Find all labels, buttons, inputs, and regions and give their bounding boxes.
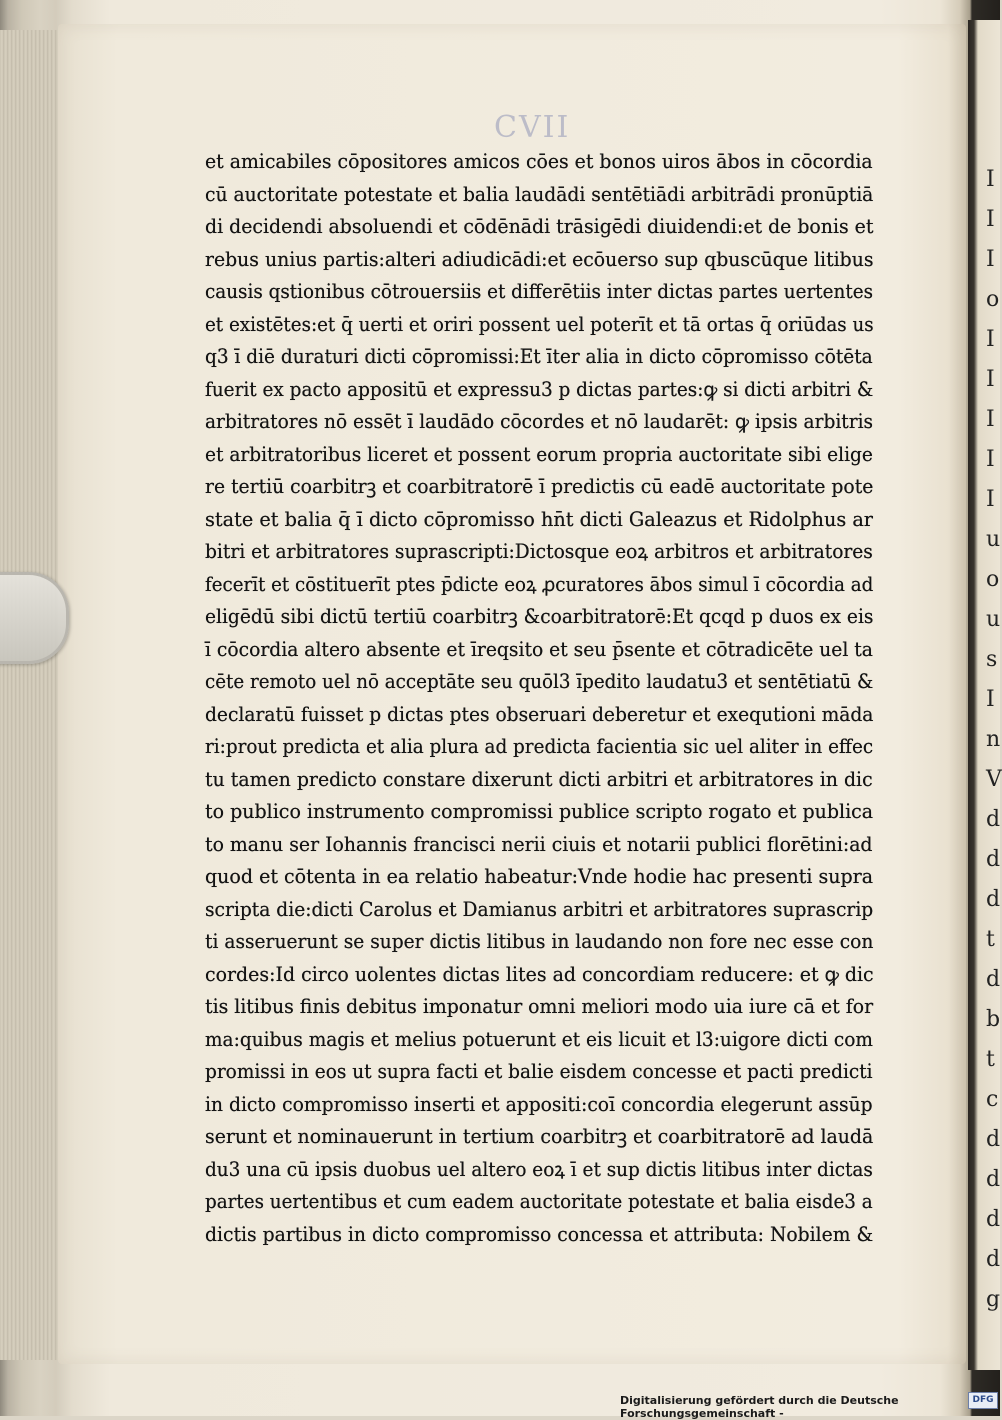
margin-letter: d — [986, 847, 1001, 872]
text-line: ī cōcordia altero absente et īreqsito et seu p̄sente et cōtradicēte uel ta — [205, 637, 873, 661]
margin-letter: I — [986, 487, 995, 512]
margin-letter: t — [986, 927, 995, 952]
text-line: et amicabiles cōpositores amicos cōes et bonos uiros ābos in cōcordia — [205, 150, 873, 173]
text-line: fecerīt et cōstituerīt ptes p̄dicte eoꝝ ꝓcuratores ābos simul ī cōcordia ad — [205, 572, 874, 596]
margin-letter: d — [986, 1247, 1001, 1272]
text-line: rebus unius partis:alteri adiudicādi:et ecōuerso sup qbuscūque litibus — [205, 247, 874, 271]
text-line: cēte remoto uel nō acceptāte seu quōl3 īpedito laudatu3 et sentētiatū & — [205, 670, 874, 693]
text-line: declaratū fuisset p dictas ptes obseruari deberetur et exequtioni māda — [205, 702, 874, 726]
text-line: ri:prout predicta et alia plura ad predicta facientia sic uel aliter in effec — [205, 735, 874, 758]
text-line: q3 ī diē duraturi dicti cōpromissi:Et īter alia in dicto cōpromisso cōtēta — [205, 345, 873, 368]
margin-letter: s — [986, 647, 998, 672]
margin-letter: d — [986, 967, 1001, 992]
text-line: eligēdū sibi dictū tertiū coarbitrꝫ &coarbitratorē:Et qcqd p duos ex eis — [205, 605, 874, 628]
text-line: state et balia q̄ ī dicto cōpromisso hn̄t dicti Galeazus et Ridolphus ar — [205, 507, 874, 531]
margin-letter: u — [986, 527, 1001, 552]
margin-letter: I — [986, 687, 995, 712]
text-line: serunt et nominauerunt in tertium coarbitrꝫ et coarbitratorē ad laudā — [205, 1125, 874, 1148]
margin-letter: I — [986, 167, 995, 192]
text-line: tis litibus finis debitus imponatur omni meliori modo uia iure cā et for — [205, 995, 874, 1018]
text-line: tu tamen predicto constare dixerunt dicti arbitri et arbitratores in dic — [205, 767, 873, 791]
page-edges-left — [0, 30, 61, 1360]
text-line: fuerit ex pacto appositū et expressu3 p dictas partes:ꝙ si dicti arbitri & — [205, 377, 874, 401]
bookmark-clip — [0, 572, 69, 664]
text-line: promissi in eos ut supra facti et balie eisdem concesse et pacti predicti — [205, 1060, 873, 1083]
text-line: cordes:Id circo uolentes dictas lites ad concordiam reducere: et ꝙ dic — [205, 962, 874, 986]
dfg-logo: DFG — [968, 1392, 998, 1409]
text-line: bitri et arbitratores suprascripti:Dictosque eoꝝ arbitros et arbitratores — [205, 540, 873, 563]
margin-letter: t — [986, 1047, 995, 1072]
facing-page-margin-letters — [986, 160, 1000, 1320]
text-line: scripta die:dicti Carolus et Damianus arbitri et arbitratores suprascrip — [205, 897, 874, 921]
text-line: cū auctoritate potestate et balia laudādi sentētiādi arbitrādi pronūptiā — [205, 182, 874, 206]
margin-letter: b — [986, 1007, 1001, 1032]
margin-letter: I — [986, 207, 995, 232]
margin-letter: I — [986, 407, 995, 432]
margin-letter: I — [986, 367, 995, 392]
margin-letter: d — [986, 1207, 1001, 1232]
folio-number: CVII — [494, 110, 571, 145]
text-line: to manu ser Iohannis francisci nerii ciuis et notarii publici florētini:ad — [205, 832, 873, 856]
text-line: causis qstionibus cōtrouersiis et differētiis inter dictas partes uertentes — [205, 280, 874, 303]
margin-letter: o — [986, 287, 1000, 312]
text-block — [205, 146, 885, 1251]
margin-letter: o — [986, 567, 1000, 592]
margin-letter: g — [986, 1287, 1001, 1312]
text-line: di decidendi absoluendi et cōdēnādi trāsigēdi diuidendi:et de bonis et — [205, 215, 874, 238]
text-line: et arbitratoribus liceret et possent eorum propria auctoritate sibi elige — [205, 442, 873, 466]
text-line: in dicto compromisso inserti et appositi:coī concordia elegerunt assūp — [205, 1092, 873, 1116]
text-line: re tertiū coarbitrꝫ et coarbitratorē ī predictis cū eadē auctoritate pote — [205, 475, 874, 498]
text-line: arbitratores nō essēt ī laudādo cōcordes et nō laudarēt: ꝙ ipsis arbitris — [205, 410, 874, 433]
text-line: ma:quibus magis et melius potuerunt et eis licuit et l3:uigore dicti com — [205, 1027, 873, 1051]
margin-letter: d — [986, 1127, 1001, 1152]
text-line: du3 una cū ipsis duobus uel altero eoꝝ ī et sup dictis litibus inter dictas — [205, 1157, 873, 1181]
margin-letter: u — [986, 607, 1001, 632]
digitization-credit: Digitalisierung gefördert durch die Deutsche Forschungsgemeinschaft - — [620, 1394, 899, 1420]
text-line: et existētes:et q̄ uerti et oriri possent uel poterīt et tā ortas q̄ oriūdas us — [205, 312, 874, 336]
margin-letter: d — [986, 807, 1001, 832]
margin-letter: I — [986, 447, 995, 472]
margin-letter: I — [986, 247, 995, 272]
margin-letter: V — [986, 767, 1002, 792]
text-line: ti asseruerunt se super dictis litibus in laudando non fore nec esse con — [205, 930, 874, 953]
text-line: dictis partibus in dicto compromisso concessa et attributa: Nobilem & — [205, 1222, 874, 1246]
text-line: to publico instrumento compromissi publice scripto rogato et publica — [205, 800, 874, 823]
margin-letter: n — [986, 727, 1001, 752]
margin-letter: d — [986, 887, 1001, 912]
text-line: quod et cōtenta in ea relatio habeatur:Vnde hodie hac presenti supra — [205, 865, 874, 888]
text-line: partes uertentibus et cum eadem auctoritate potestate et balia eisde3 a — [205, 1190, 873, 1213]
margin-letter: c — [986, 1087, 999, 1112]
margin-letter: d — [986, 1167, 1001, 1192]
margin-letter: I — [986, 327, 995, 352]
